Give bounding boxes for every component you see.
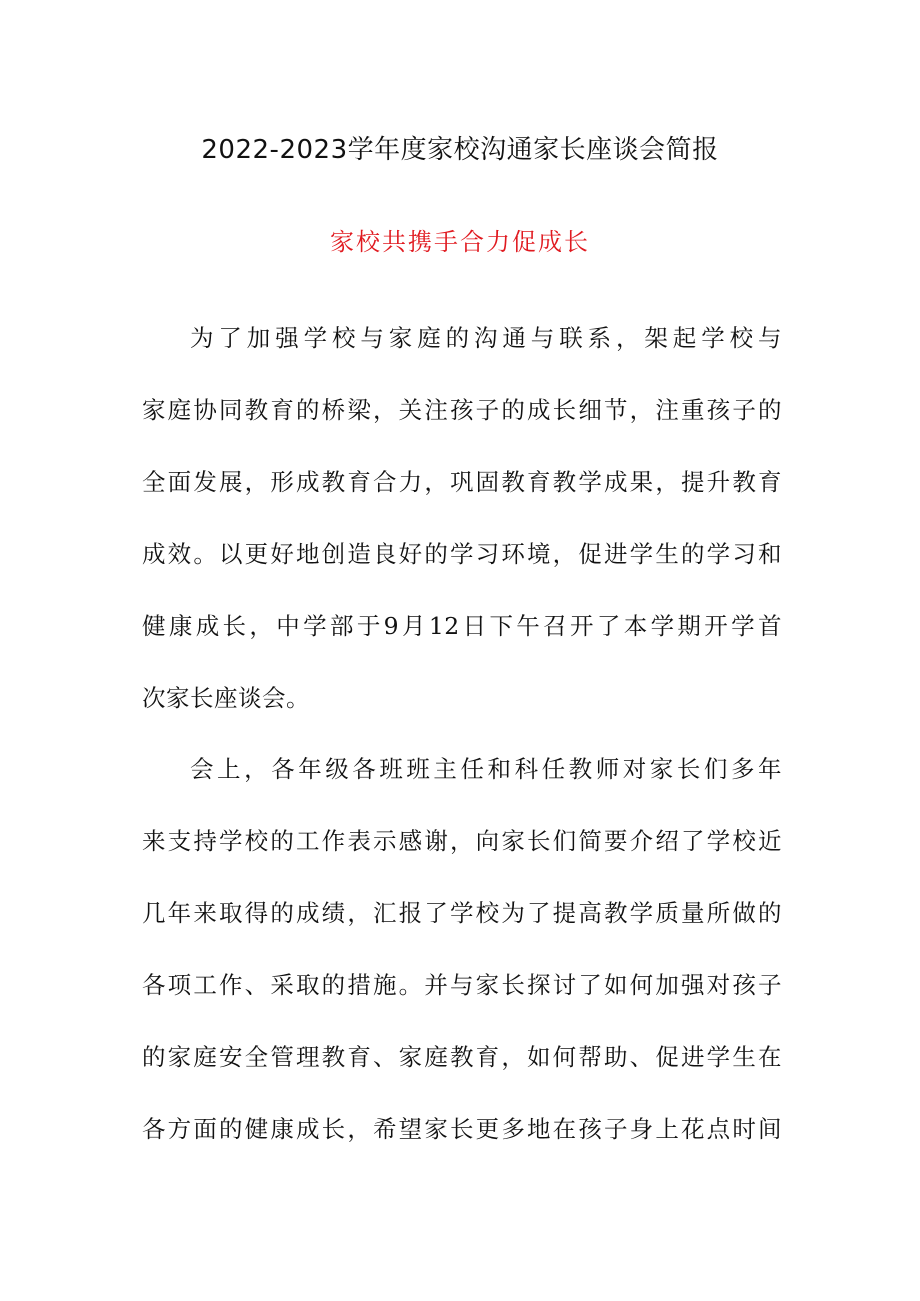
paragraph-line: 家庭协同教育的桥梁，关注孩子的成长细节，注重孩子的 xyxy=(142,396,782,424)
paragraph-line: 会上，各年级各班班主任和科任教师对家长们多年 xyxy=(190,755,782,783)
paragraph-line: 为了加强学校与家庭的沟通与联系，架起学校与 xyxy=(190,324,782,352)
paragraph-2 xyxy=(142,749,782,1181)
paragraph-1 xyxy=(142,318,782,750)
paragraph-line: 几年来取得的成绩，汇报了学校为了提高教学质量所做的 xyxy=(142,899,782,927)
paragraph-line: 各方面的健康成长，希望家长更多地在孩子身上花点时间 xyxy=(142,1115,782,1143)
paragraph-line: 次家长座谈会。 xyxy=(142,684,310,712)
paragraph-line: 各项工作、采取的措施。并与家长探讨了如何加强对孩子 xyxy=(142,971,782,999)
paragraph-line: 来支持学校的工作表示感谢，向家长们简要介绍了学校近 xyxy=(142,827,782,855)
document-subtitle: 家校共携手合力促成长 xyxy=(330,228,590,256)
document-title: 2022-2023学年度家校沟通家长座谈会简报 xyxy=(201,135,719,165)
paragraph-line: 的家庭安全管理教育、家庭教育，如何帮助、促进学生在 xyxy=(142,1043,782,1071)
paragraph-line: 健康成长，中学部于9月12日下午召开了本学期开学首 xyxy=(142,612,782,640)
paragraph-line: 成效。以更好地创造良好的学习环境，促进学生的学习和 xyxy=(142,540,782,568)
paragraph-line: 全面发展，形成教育合力，巩固教育教学成果，提升教育 xyxy=(142,468,782,496)
